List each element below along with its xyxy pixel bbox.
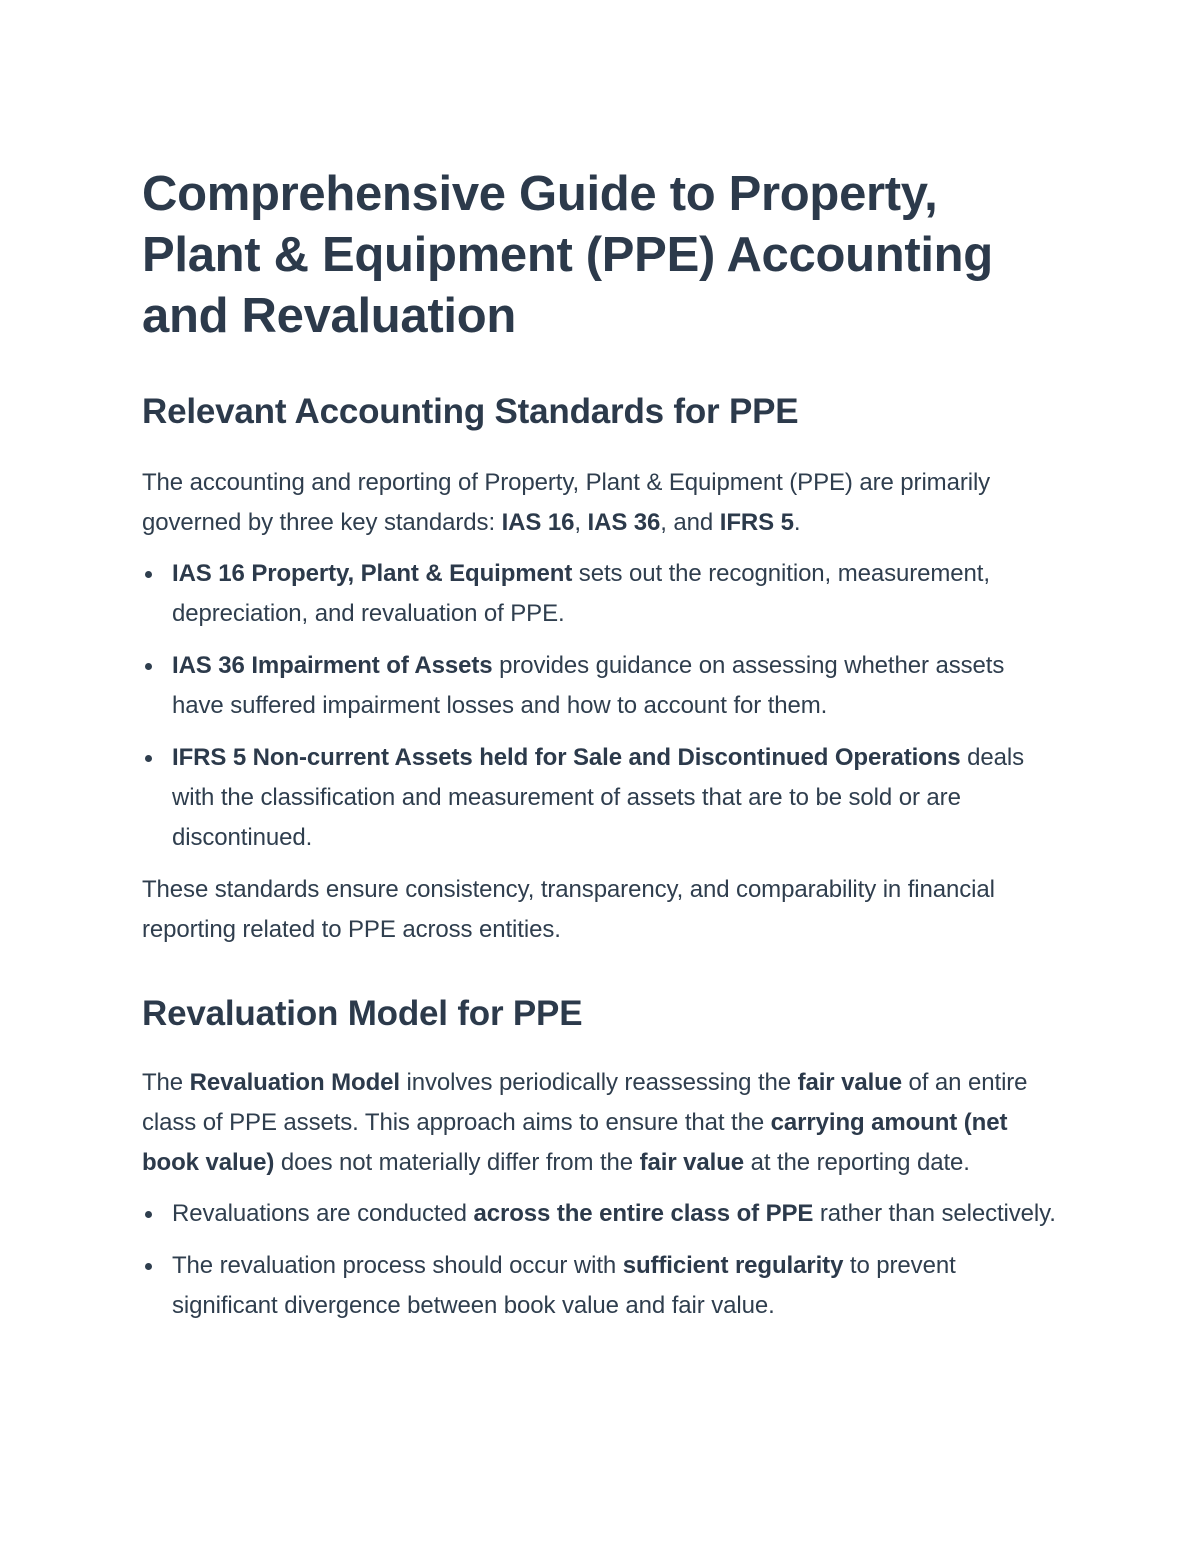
list-item-text: The revaluation process should occur with <box>172 1252 623 1279</box>
bullet-icon <box>145 1263 152 1270</box>
standards-list <box>142 554 1060 858</box>
intro-bold: carrying amount (net book value) <box>142 1109 1008 1176</box>
standards-closing-paragraph: These standards ensure consistency, transparency, and comparability in financial reporting related to PPE across entities. <box>142 876 995 943</box>
intro-text: involves periodically reassessing the <box>399 1069 798 1096</box>
list-item-bold: IAS 36 Impairment of Assets <box>172 652 493 679</box>
list-item <box>142 554 1060 634</box>
list-item <box>142 1194 1060 1234</box>
intro-bold: fair value <box>639 1149 745 1176</box>
list-item-text: rather than selectively. <box>813 1200 1056 1227</box>
bullet-icon <box>145 1211 152 1218</box>
list-item <box>142 1246 1060 1326</box>
standards-intro-paragraph <box>142 463 1060 543</box>
list-item-text: to prevent significant divergence between book value and fair value. <box>172 1252 956 1319</box>
intro-bold: IAS 36 <box>587 509 661 536</box>
intro-text: , and <box>660 509 720 536</box>
intro-bold: IFRS 5 <box>719 509 794 536</box>
intro-text: does not materially differ from the <box>274 1149 640 1176</box>
intro-text: The <box>142 1069 190 1096</box>
section-heading-standards: Relevant Accounting Standards for PPE <box>142 392 799 431</box>
list-item-text: sets out the recognition, measurement, depreciation, and revaluation of PPE. <box>172 560 990 627</box>
list-item-bold: sufficient regularity <box>622 1252 844 1279</box>
list-item-text: provides guidance on assessing whether assets have suffered impairment losses and how to account for them. <box>172 652 1005 719</box>
revaluation-intro-paragraph <box>142 1063 1060 1183</box>
intro-text: . <box>793 509 801 536</box>
section-heading-revaluation: Revaluation Model for PPE <box>142 994 583 1033</box>
intro-text: at the reporting date. <box>744 1149 970 1176</box>
bullet-icon <box>145 755 152 762</box>
intro-bold: Revaluation Model <box>189 1069 400 1096</box>
list-item-text: Revaluations are conducted <box>172 1200 474 1227</box>
intro-bold: fair value <box>797 1069 902 1096</box>
intro-text: The accounting and reporting of Property, Plant & Equipment (PPE) are primarily governed by three key standards: <box>142 469 991 536</box>
list-item-bold: across the entire class of PPE <box>473 1200 814 1227</box>
list-item-bold: IFRS 5 Non-current Assets held for Sale and Discontinued Operations <box>172 744 961 771</box>
intro-bold: IAS 16 <box>501 509 575 536</box>
intro-text: , <box>574 509 588 536</box>
bullet-icon <box>145 571 152 578</box>
list-item-bold: IAS 16 Property, Plant & Equipment <box>172 560 573 587</box>
list-item <box>142 646 1060 726</box>
list-item <box>142 738 1060 858</box>
page-title: Comprehensive Guide to Property, Plant & Equipment (PPE) Accounting and Revaluation <box>142 167 993 343</box>
bullet-icon <box>145 663 152 670</box>
intro-text: of an entire class of PPE assets. This approach aims to ensure that the <box>142 1069 1028 1136</box>
list-item-text: deals with the classification and measurement of assets that are to be sold or are discontinued. <box>172 744 1024 851</box>
revaluation-list <box>142 1194 1060 1326</box>
